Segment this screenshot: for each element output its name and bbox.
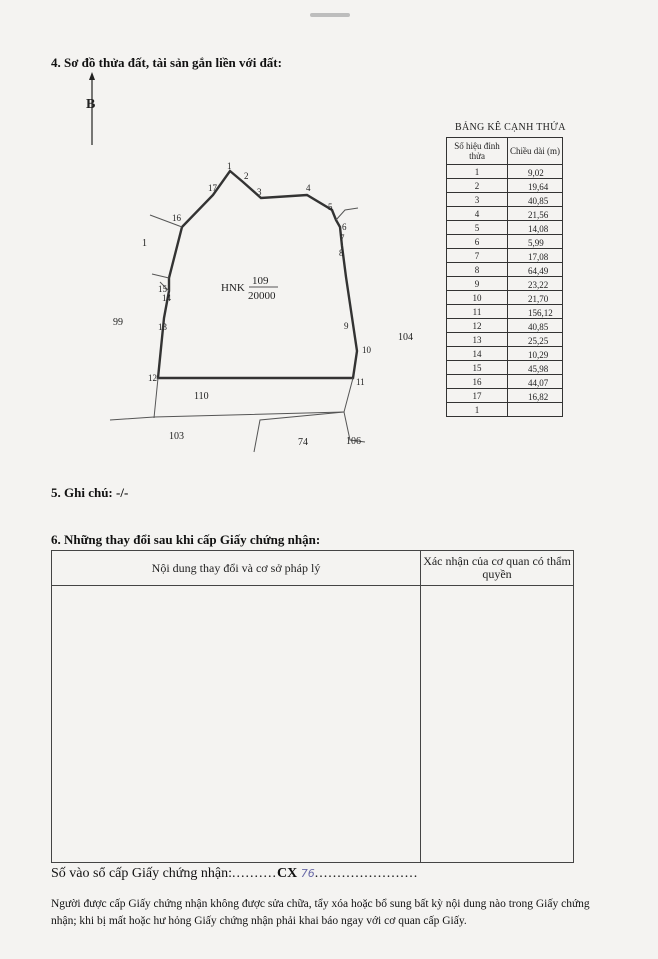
neighbor-parcel-104: 104 <box>398 332 413 343</box>
parcel-number: 109 <box>252 275 269 287</box>
edge-length: 17,08 <box>508 249 563 263</box>
vertex-label-7: 7 <box>340 233 345 243</box>
edge-vertex: 4 <box>447 207 508 221</box>
edge-table-row <box>447 179 563 193</box>
neighbor-parcel-110: 110 <box>194 391 209 402</box>
neighbor-parcel-74: 74 <box>298 437 308 448</box>
vertex-label-14: 14 <box>162 293 171 303</box>
edge-vertex: 12 <box>447 319 508 333</box>
north-label: B <box>86 97 96 112</box>
edge-table-row <box>447 277 563 291</box>
vertex-label-5: 5 <box>328 202 333 212</box>
edge-vertex: 2 <box>447 179 508 193</box>
vertex-label-12: 12 <box>148 373 157 383</box>
edge-vertex: 13 <box>447 333 508 347</box>
edge-length: 40,85 <box>508 193 563 207</box>
changes-content-cell <box>52 586 421 863</box>
edge-length: 9,02 <box>508 165 563 179</box>
edge-length: 40,85 <box>508 319 563 333</box>
edge-vertex: 15 <box>447 361 508 375</box>
edge-table-row <box>447 249 563 263</box>
vertex-label-4: 4 <box>306 183 311 193</box>
edge-length: 10,29 <box>508 347 563 361</box>
edge-length: 44,07 <box>508 375 563 389</box>
parcel-code: HNK <box>221 282 245 294</box>
edge-table-row <box>447 319 563 333</box>
parcel-map <box>80 70 440 460</box>
edge-table-row <box>447 291 563 305</box>
neighbor-parcel-103: 103 <box>169 431 184 442</box>
edge-vertex: 9 <box>447 277 508 291</box>
edge-length: 21,70 <box>508 291 563 305</box>
north-arrow-icon <box>86 72 95 145</box>
edge-table-row <box>447 263 563 277</box>
vertex-label-8: 8 <box>339 248 344 258</box>
edge-vertex: 14 <box>447 347 508 361</box>
edge-table-row <box>447 375 563 389</box>
edge-table-col-length: Chiều dài (m) <box>508 138 563 165</box>
section-4-title: 4. Sơ đồ thửa đất, tài sản gắn liền với đất: <box>51 55 282 70</box>
edge-vertex: 1 <box>447 165 508 179</box>
vertex-label-16: 16 <box>172 213 181 223</box>
vertex-label-13: 13 <box>158 322 167 332</box>
edge-vertex: 5 <box>447 221 508 235</box>
edge-table-row <box>447 193 563 207</box>
changes-col-content: Nội dung thay đổi và cơ sở pháp lý <box>52 551 421 586</box>
edge-vertex: 17 <box>447 389 508 403</box>
edge-length: 16,82 <box>508 389 563 403</box>
edge-length: 14,08 <box>508 221 563 235</box>
edge-length <box>508 403 563 417</box>
registry-handwritten: 76 <box>300 867 315 880</box>
changes-col-confirmation: Xác nhận của cơ quan có thẩm quyền <box>421 551 574 586</box>
changes-confirmation-cell <box>421 586 574 863</box>
vertex-label-1: 1 <box>227 161 232 171</box>
edge-vertex: 10 <box>447 291 508 305</box>
edge-table-row <box>447 389 563 403</box>
edge-length: 45,98 <box>508 361 563 375</box>
edge-vertex: 6 <box>447 235 508 249</box>
drag-handle[interactable] <box>310 13 350 17</box>
vertex-label-3: 3 <box>257 187 262 197</box>
registry-label: Số vào sổ cấp Giấy chứng nhận: <box>51 866 232 881</box>
vertex-label-2: 2 <box>244 171 249 181</box>
edge-length: 19,64 <box>508 179 563 193</box>
edge-length: 23,22 <box>508 277 563 291</box>
edge-vertex: 11 <box>447 305 508 319</box>
edge-table-row <box>447 165 563 179</box>
edge-length: 25,25 <box>508 333 563 347</box>
registry-line: Số vào sổ cấp Giấy chứng nhận:..........CX 76....................... <box>51 866 419 881</box>
edge-length: 64,49 <box>508 263 563 277</box>
edge-length: 21,56 <box>508 207 563 221</box>
neighbor-parcel-1: 1 <box>142 238 147 249</box>
edge-table <box>446 137 563 417</box>
section-6-title: 6. Những thay đổi sau khi cấp Giấy chứng nhận: <box>51 532 321 547</box>
edge-table-row <box>447 221 563 235</box>
edge-length: 5,99 <box>508 235 563 249</box>
vertex-label-6: 6 <box>342 222 347 232</box>
edge-vertex: 1 <box>447 403 508 417</box>
notice-text: Người được cấp Giấy chứng nhận không được sửa chữa, tẩy xóa hoặc bổ sung bất kỳ nội dung nào trong Giấy chứng nhận; khi bị mất hoặc hư hỏng Giấy chứng nhận phải khai báo ngay với cơ quan cấp Giấy. <box>51 898 590 927</box>
neighbor-parcel-99: 99 <box>113 317 123 328</box>
vertex-label-10: 10 <box>362 345 371 355</box>
changes-table <box>51 550 574 863</box>
edge-vertex: 3 <box>447 193 508 207</box>
edge-table-row <box>447 361 563 375</box>
edge-table-row <box>447 235 563 249</box>
edge-table-row <box>447 403 563 417</box>
vertex-label-9: 9 <box>344 321 349 331</box>
edge-length: 156,12 <box>508 305 563 319</box>
edge-table-col-vertex: Số hiệu đỉnh thửa <box>447 138 508 165</box>
edge-vertex: 16 <box>447 375 508 389</box>
registry-number: CX <box>277 866 298 881</box>
edge-vertex: 8 <box>447 263 508 277</box>
edge-table-row <box>447 333 563 347</box>
edge-vertex: 7 <box>447 249 508 263</box>
edge-table-row <box>447 305 563 319</box>
parcel-area: 20000 <box>248 290 276 302</box>
edge-table-title: BẢNG KÊ CẠNH THỬA <box>455 122 566 133</box>
section-5-title: 5. Ghi chú: -/- <box>51 485 129 500</box>
edge-table-row <box>447 347 563 361</box>
vertex-label-15: 15 <box>158 284 167 294</box>
neighbor-lines <box>110 208 365 452</box>
edge-table-row <box>447 207 563 221</box>
vertex-label-11: 11 <box>356 377 365 387</box>
vertex-label-17: 17 <box>208 183 217 193</box>
neighbor-parcel-106: 106 <box>346 436 361 447</box>
